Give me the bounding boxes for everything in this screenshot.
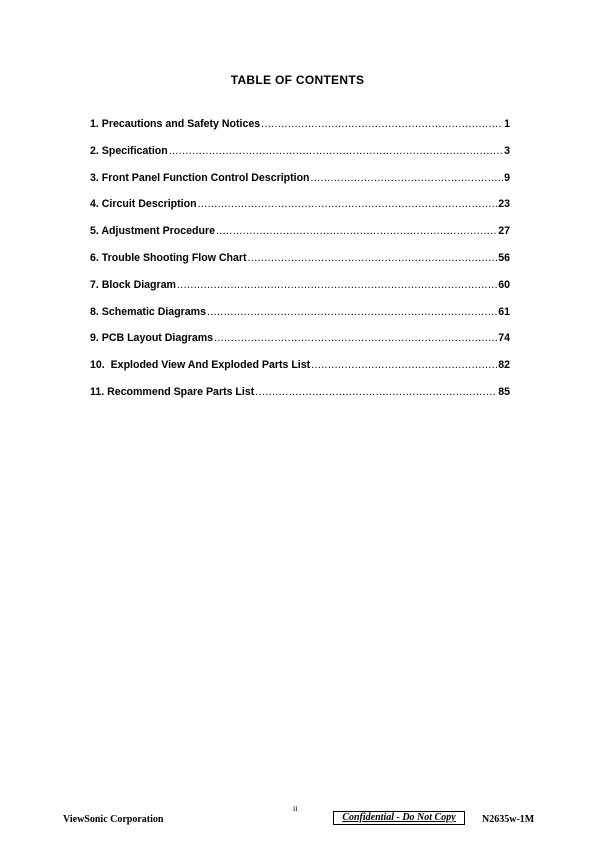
toc-entry-page: 27 bbox=[498, 225, 510, 238]
toc-entry-page: 82 bbox=[498, 359, 510, 372]
toc-dot-leader bbox=[177, 279, 497, 291]
toc-entry[interactable] bbox=[90, 332, 510, 359]
page-title: TABLE OF CONTENTS bbox=[230, 73, 365, 87]
toc-entry-label: 5. Adjustment Procedure bbox=[90, 225, 215, 238]
toc-entry-label: 4. Circuit Description bbox=[90, 198, 197, 211]
toc-dot-leader bbox=[255, 386, 497, 398]
toc-entry-label: 11. Recommend Spare Parts List bbox=[90, 385, 255, 398]
toc-dot-leader bbox=[311, 172, 504, 184]
toc-entry-page: 56 bbox=[498, 251, 510, 264]
toc-entry-page: 23 bbox=[498, 198, 510, 211]
toc-entry[interactable] bbox=[90, 386, 510, 413]
toc-entry-label: 3. Front Panel Function Control Description bbox=[90, 171, 310, 184]
toc-dot-leader bbox=[207, 306, 497, 318]
toc-entry[interactable] bbox=[90, 279, 510, 306]
toc-entry-page: 60 bbox=[498, 278, 510, 291]
toc-entry-label: 9. PCB Layout Diagrams bbox=[90, 332, 214, 345]
toc-dot-leader bbox=[216, 225, 497, 237]
toc-entry-page: 85 bbox=[498, 385, 510, 398]
toc-dot-leader bbox=[169, 145, 503, 157]
toc-entry[interactable] bbox=[90, 145, 510, 172]
toc-entry[interactable] bbox=[90, 225, 510, 252]
toc-entry-label: 1. Precautions and Safety Notices bbox=[90, 118, 261, 130]
toc-entry-page: 1 bbox=[504, 118, 510, 130]
toc-entry-page: 74 bbox=[498, 332, 510, 345]
toc-dot-leader bbox=[311, 359, 497, 371]
toc-entry-label: 7. Block Diagram bbox=[90, 278, 176, 291]
toc-entry[interactable] bbox=[90, 252, 510, 279]
toc-entry[interactable] bbox=[90, 306, 510, 333]
toc-entry-label: 6. Trouble Shooting Flow Chart bbox=[90, 251, 247, 264]
toc-entry-page: 61 bbox=[498, 305, 510, 318]
toc-entry[interactable] bbox=[90, 172, 510, 199]
toc-entry[interactable] bbox=[90, 198, 510, 225]
footer-page-number: ii bbox=[293, 804, 298, 813]
toc-entry[interactable] bbox=[90, 118, 510, 145]
toc-list bbox=[90, 118, 510, 413]
footer-company: ViewSonic Corporation bbox=[63, 814, 164, 825]
footer-confidential-notice: Confidential - Do Not Copy bbox=[333, 811, 465, 825]
toc-dot-leader bbox=[261, 118, 503, 130]
toc-entry[interactable] bbox=[90, 359, 510, 386]
toc-entry-label: 2. Specification bbox=[90, 144, 168, 157]
toc-dot-leader bbox=[248, 252, 498, 264]
footer-model-number: N2635w-1M bbox=[482, 814, 535, 825]
toc-entry-label: 8. Schematic Diagrams bbox=[90, 305, 206, 318]
toc-entry-page: 3 bbox=[504, 144, 510, 157]
toc-dot-leader bbox=[198, 198, 498, 210]
toc-entry-label: 10. Exploded View And Exploded Parts List bbox=[90, 359, 311, 372]
toc-entry-page: 9 bbox=[504, 171, 510, 184]
toc-dot-leader bbox=[214, 332, 497, 344]
